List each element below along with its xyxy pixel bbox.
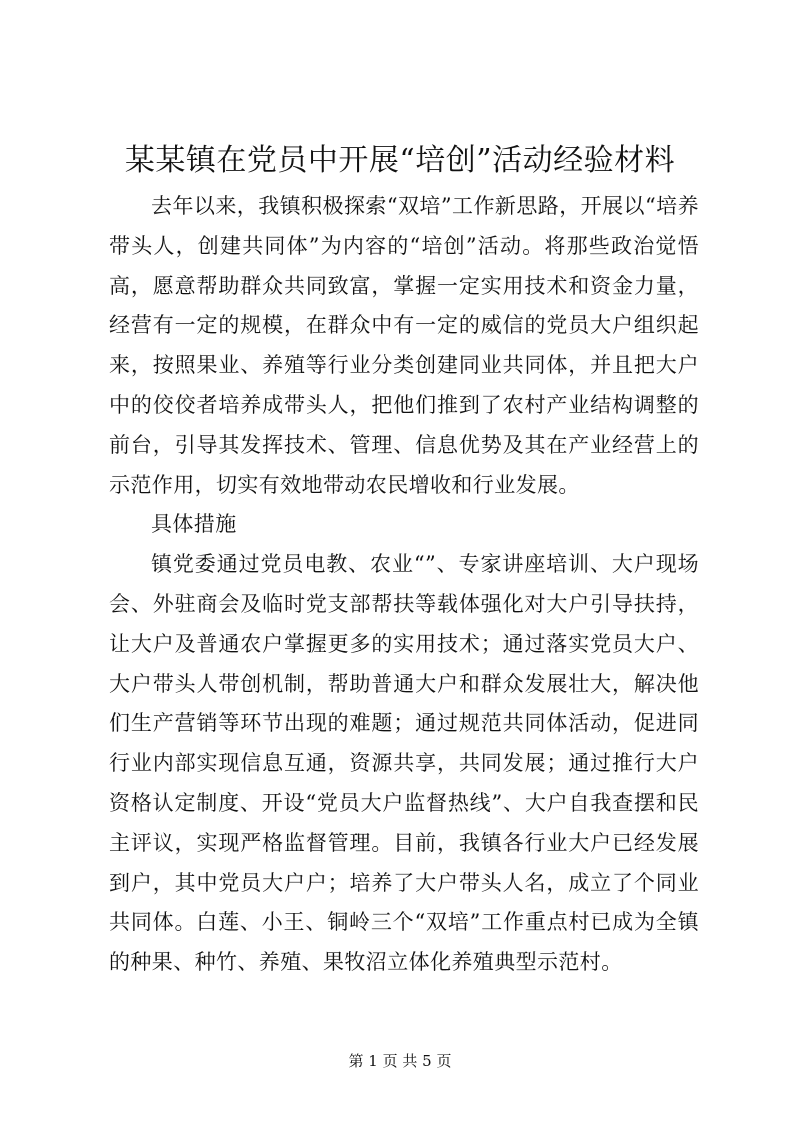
paragraph-measures: 镇党委通过党员电教、农业“”、专家讲座培训、大户现场会、外驻商会及临时党支部帮扶等载体强化对大户引导扶持，让大户及普通农户掌握更多的实用技术；通过落实党员大户、大户带头人带创机制，帮助普通大户和群众发展壮大，解决他们生产营销等环节出现的难题；通过规范共同体活动，促进同行业内部实现信息互通，资源共享，共同发展；通过推行大户资格认定制度、开设“党员大户监督热线”、大户自我查摆和民主评议，实现严格监督管理。目前，我镇各行业大户已经发展到户，其中党员大户户；培养了大户带头人名，成立了个同业共同体。白莲、小王、铜岭三个“双培”工作重点村已成为全镇的种果、种竹、养殖、果牧沼立体化养殖典型示范村。 (109, 552, 699, 975)
paragraph-intro: 去年以来，我镇积极探索“双培”工作新思路，开展以“培养带头人，创建共同体”为内容的“培创”活动。将那些政治觉悟高，愿意帮助群众共同致富，掌握一定实用技术和资金力量，经营有一定的规模，在群众中有一定的威信的党员大户组织起来，按照果业、养殖等行业分类创建同业共同体，并且把大户中的佼佼者培养成带头人，把他们推到了农村产业结构调整的前台，引导其发挥技术、管理、信息优势及其在产业经营上的示范作用，切实有效地带动农民增收和行业发展。 (109, 194, 699, 497)
paragraph-heading-measures: 具体措施 (151, 512, 237, 537)
document-title: 某某镇在党员中开展“培创”活动经验材料 (124, 143, 676, 178)
document-body (109, 187, 699, 983)
page-footer: 第 1 页 共 5 页 (348, 1052, 452, 1070)
